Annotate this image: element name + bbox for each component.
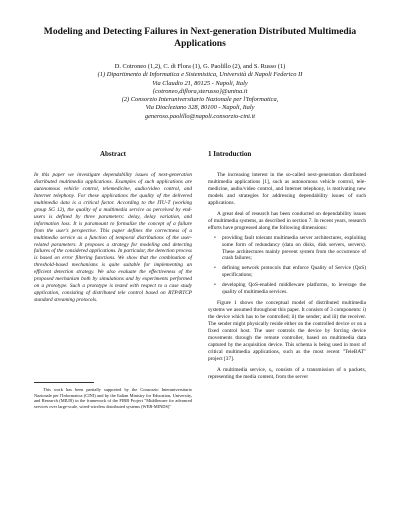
abstract-text: In this paper we investigate dependability issues of next-generation distributed multimedia applications. Examples of such applications are autonomous vehicle control, telemedicine, audio/video control, and Internet telephony. For these applications the quality of the delivered multimedia data is a critical factor. According to the ITU-T (working group SG 12), the quality of a multimedia service as perceived by end-users is defined by three parameters: delay, delay variation, and information loss. It is paramount to formalize the concept of a failure from the user's perspective. This paper defines the correctness of a multimedia service as a function of temporal distributions of the user-related parameters. It proposes a strategy for modeling and detecting failures of the considered applications. In particular, the detection process is based on error filtering functions. We show that the combination of threshold-based mechanisms is quite suitable for implementing an efficient detection strategy. We also evaluate the effectiveness of the proposed mechanism both by simulations and by experiments performed on a prototype. Such a prototype is tested with respect to a case study application, consisting of distributed tele control based on RTP/RTCP standard streaming protocols.: [34, 172, 192, 304]
footnote-rule: [34, 382, 94, 383]
list-item: • providing fault tolerant multimedia server architectures, exploiting some form of redundancy (data on disks, disk servers, servers). These architectures mainly prevent system from the occurrence of crash failures;: [222, 235, 366, 263]
list-item: • defining network protocols that enforce Quality of Service (QoS) specifications;: [222, 265, 366, 279]
paper-title: Modeling and Detecting Failures in Next-generation Distributed Multimedia Applications: [43, 26, 357, 49]
intro-paragraph-1: The increasing interest in the so-called next-generation distributed multimedia applications [1], such as autonomous vehicle control, tele-medicine, audio/video control, and Internet telephony, is motivating new models and strategies for addressing dependability issues of such applications.: [208, 172, 366, 206]
affiliation-1-line-2: Via Claudio 21, 80125 - Napoli, Italy: [152, 79, 248, 87]
abstract-heading: Abstract: [99, 150, 127, 158]
intro-paragraph-2: A great deal of research has been conducted on dependability issues of multimedia systems, as described in section 7. In recent years, research efforts have progressed along the following dimensions:: [208, 210, 366, 231]
intro-paragraph-3: Figure 1 shows the conceptual model of distributed multimedia systems we assumed throughout this paper. It consists of 3 components: i) the device which has to be controlled; ii) the sender; and iii) the receiver. The sender might physically reside either on the controlled device or on a fixed control host. The user controls the device by forcing device movements through the remote controller, based on multimedia data captured by the acquisition device. This schema is being used in most of critical multimedia applications, such as the most recent "TeleBAT" project [37].: [208, 300, 366, 362]
left-column: [34, 150, 192, 498]
list-item: • developing QoS-enabled middleware platforms, to leverage the quality of multimedia services.: [222, 282, 366, 296]
footnote-text: This work has been partially supported by the Consorzio Interuniversitario Nazionale per l'Informatica (CINI) and by the Italian Ministry for Education, University, and Research (MIUR) in the framework of the FIRB Project "Middleware for advanced services over large-scale, wired-wireless distributed systems (WEB-MINDS)": [34, 387, 192, 410]
footnote-block: [34, 382, 192, 410]
right-column: [208, 150, 366, 498]
author-block: [34, 63, 366, 121]
intro-paragraph-4: A multimedia service, sᵢ, consists of a transmission of n packets, representing the media content, from the server: [208, 366, 366, 380]
two-column-body: [34, 150, 366, 498]
research-dimensions-list: [208, 235, 366, 297]
author-names: D. Cotroneo (1,2), C. di Flora (1), G. Paolillo (2), and S. Russo (1): [114, 63, 286, 70]
affiliation-2-line-2: Via Diocleziano 328, 80100 - Napoli, Italy: [145, 104, 255, 112]
affiliation-2-email: generoso.paolillo@napoli.consorzio-cini.it: [144, 112, 256, 120]
affiliation-1-email: {cotroneo,diflora,sterusso}@unina.it: [152, 87, 248, 95]
affiliation-2-line-1: (2) Consorzio Interuniversitario Nazionale per l'Informatica,: [121, 96, 279, 104]
affiliation-1-line-1: (1) Dipartimento di Informatica e Sistemistica, Università di Napoli Federico II: [97, 71, 303, 79]
introduction-heading: 1 Introduction: [208, 150, 252, 158]
